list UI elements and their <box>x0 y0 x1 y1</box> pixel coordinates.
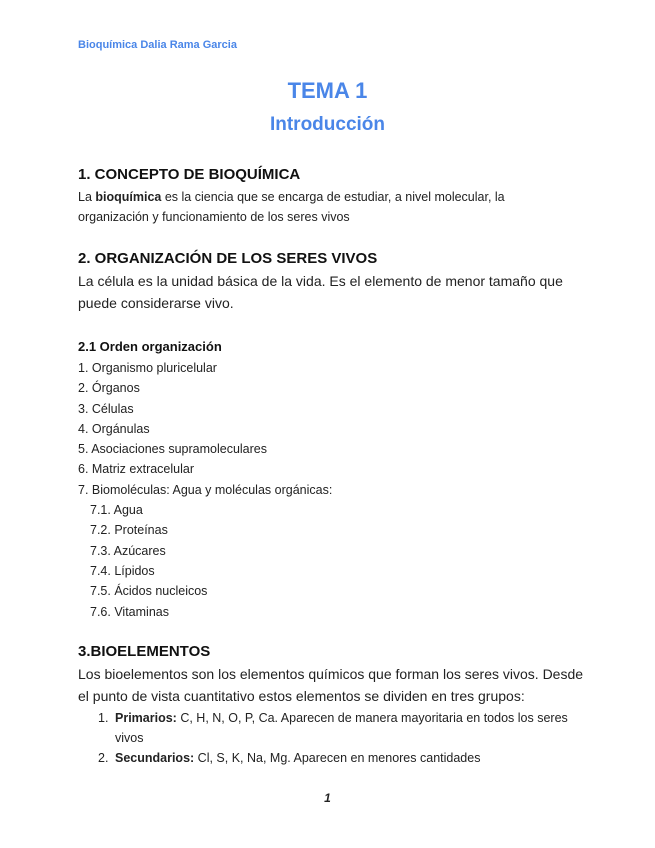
section-1-text-end: es la ciencia que se encarga de estudiar, a nivel molecular, la organización y funcionamiento de los seres vivos <box>78 190 505 224</box>
list-item-body: C, H, N, O, P, Ca. Aparecen de manera mayoritaria en todos los seres vivos <box>115 711 568 745</box>
section-1-bold-term: bioquímica <box>95 190 162 204</box>
section-2-1-heading: 2.1 Orden organización <box>78 339 222 354</box>
list-item: 5. Asociaciones supramoleculares <box>78 442 267 457</box>
organization-order-list <box>78 358 332 622</box>
list-item-number <box>78 708 115 748</box>
section-3-heading: 3.BIOELEMENTOS <box>78 643 211 660</box>
list-item: 4. Orgánulas <box>78 421 150 436</box>
list-item-number-text: 1. <box>98 711 109 725</box>
section-1-paragraph <box>78 187 578 227</box>
list-item <box>78 748 588 768</box>
list-item-number-text: 2. <box>98 751 109 765</box>
section-3-paragraph: Los bioelementos son los elementos químicos que forman los seres vivos. Desde el punto de vista cuantitativo estos elementos se dividen en tres grupos: <box>78 666 584 704</box>
sub-list-item: 7.5. Ácidos nucleicos <box>90 584 208 599</box>
section-1-text-start: La <box>78 190 96 204</box>
list-item: 3. Células <box>78 401 134 416</box>
section-2-paragraph: La célula es la unidad básica de la vida. Es el elemento de menor tamaño que puede considerarse vivo. <box>78 273 563 311</box>
list-item-text <box>115 708 588 748</box>
list-item: 1. Organismo pluricelular <box>78 361 217 375</box>
list-item-number <box>78 748 115 768</box>
bioelements-list <box>78 708 588 768</box>
list-item-body: Cl, S, K, Na, Mg. Aparecen en menores cantidades <box>194 751 481 765</box>
sub-list-item: 7.6. Vitaminas <box>90 604 169 619</box>
section-1-heading: 1. CONCEPTO DE BIOQUÍMICA <box>78 166 301 183</box>
list-item: 6. Matriz extracelular <box>78 462 195 477</box>
sub-list-item: 7.4. Lípidos <box>90 563 155 578</box>
list-item-label: Primarios: <box>115 711 177 725</box>
list-item-text <box>115 748 480 768</box>
list-item: 2. Órganos <box>78 381 140 396</box>
list-item: 7. Biomoléculas: Agua y moléculas orgánicas: <box>78 482 333 497</box>
sub-list-item: 7.1. Agua <box>90 503 143 518</box>
list-item-label: Secundarios: <box>115 751 195 765</box>
page-subtitle: Introducción <box>269 114 386 135</box>
document-header: Bioquímica Dalia Rama Garcia <box>78 39 237 51</box>
list-item <box>78 708 588 748</box>
section-2-heading: 2. ORGANIZACIÓN DE LOS SERES VIVOS <box>78 250 378 267</box>
sub-list-item: 7.3. Azúcares <box>90 543 166 558</box>
page-number: 1 <box>324 791 331 805</box>
sub-list-item: 7.2. Proteínas <box>90 523 168 538</box>
page-title: TEMA 1 <box>287 78 368 103</box>
